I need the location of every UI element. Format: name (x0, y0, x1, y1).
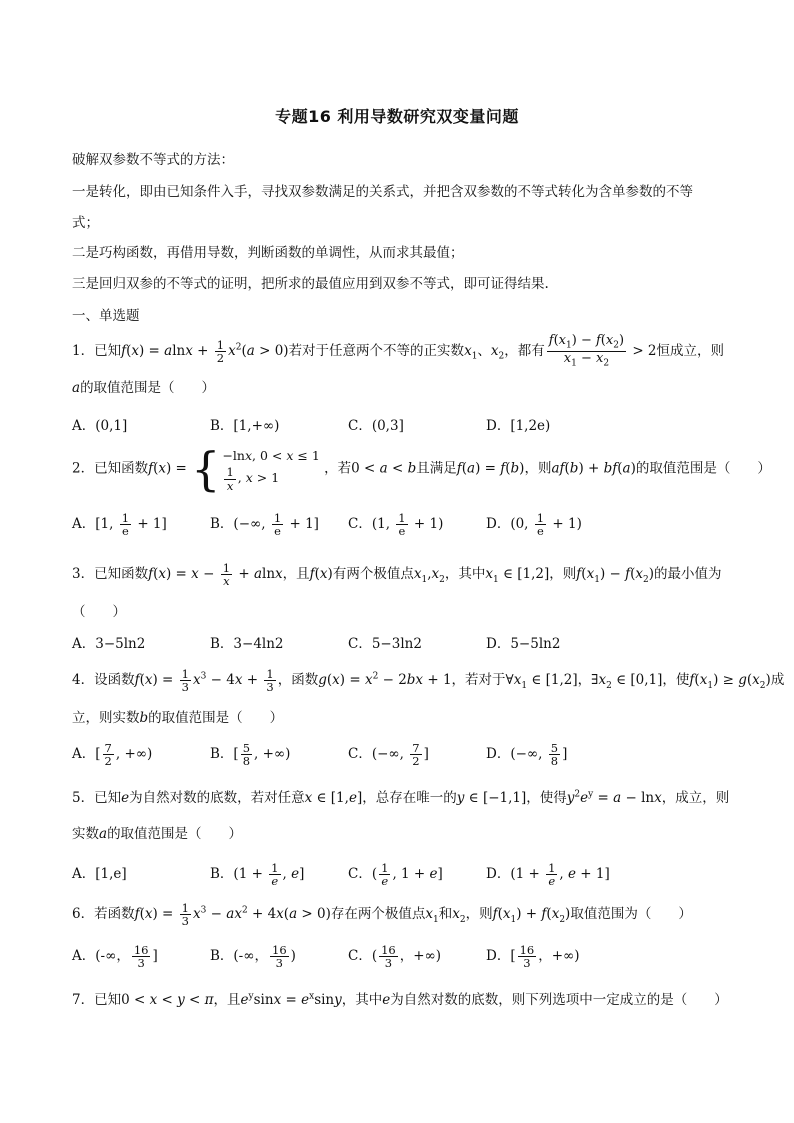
q1-option-d[interactable]: D．[1,2e) (486, 418, 551, 434)
intro-heading: 破解双参数不等式的方法： (72, 152, 234, 168)
q6-option-c[interactable]: C．( $\frac{16}{3}$ ，+∞) (348, 943, 442, 971)
intro-point-3: 三是回归双参的不等式的证明，把所求的最值应用到双参不等式，即可证得结果. (72, 276, 549, 292)
q5-option-c[interactable]: C．( $\frac{1}{e}$ , 1 + e] (348, 861, 443, 889)
q3-option-a[interactable]: A．3−5ln2 (72, 636, 146, 652)
question-4-cont: 立，则实数b的取值范围是（ ） (72, 710, 284, 726)
question-1: 1．已知f(x) = alnx + $\frac{1}{2}$ $x^2(a > 0)$若对于任意两个不等的正实数$x_1$、$x_2$，都有 $\frac{f(x_1) - f(x_2)}{x_1 - x_2}$ > 2恒成立，则 (72, 333, 725, 369)
question-6: 6．若函数f(x) = $\frac{1}{3}$ $x^3 - ax^2 + 4x(a > 0)$存在两个极值点$x_1$和$x_2$，则$f(x_1) + f(x_2)$取值范围为（ ） (72, 901, 692, 929)
q2-option-c[interactable]: C．(1, $\frac{1}{e}$ + 1) (348, 511, 444, 539)
q4-option-d[interactable]: D．(−∞, $\frac{5}{8}$ ] (486, 741, 568, 769)
intro-point-2: 二是巧构函数，再借用导数，判断函数的单调性，从而求其最值； (72, 245, 464, 261)
q4-option-b[interactable]: B．[ $\frac{5}{8}$ , +∞) (210, 741, 291, 769)
question-4: 4．设函数f(x) = $\frac{1}{3}$ $x^3 - 4x$ + $\frac{1}{3}$ ，函数$g(x) = x^2 - 2bx + 1$，若对于$\forall x_1$ ∈ [1,2]，$\exists x_2$ ∈ [0,1]，使$f(x_1) \ge g(x_2)$成 (72, 667, 785, 695)
q4-option-c[interactable]: C．(−∞, $\frac{7}{2}$ ] (348, 741, 429, 769)
q6-option-d[interactable]: D．[ $\frac{16}{3}$ ，+∞) (486, 943, 580, 971)
q2-option-d[interactable]: D．(0, $\frac{1}{e}$ + 1) (486, 511, 582, 539)
question-7: 7．已知0 < x < y < π，且$e^y\sin x = e^x\sin y$，其中e为自然对数的底数，则下列选项中一定成立的是（ ） (72, 991, 728, 1008)
q3-option-c[interactable]: C．5−3ln2 (348, 636, 422, 652)
q1-option-c[interactable]: C．(0,3] (348, 418, 404, 434)
q6-option-b[interactable]: B．(-∞， $\frac{16}{3}$ ) (210, 943, 296, 971)
q4-option-a[interactable]: A．[ $\frac{7}{2}$ , +∞) (72, 741, 153, 769)
q5-option-a[interactable]: A．[1,e] (72, 866, 127, 882)
q1-option-a[interactable]: A．(0,1] (72, 418, 128, 434)
question-5-cont: 实数a的取值范围是（ ） (72, 826, 243, 842)
q2-option-a[interactable]: A．[1, $\frac{1}{e}$ + 1] (72, 511, 167, 539)
q5-option-d[interactable]: D．(1 + $\frac{1}{e}$ , e + 1] (486, 861, 610, 889)
q1-option-b[interactable]: B．[1,+∞) (210, 418, 280, 434)
q3-option-d[interactable]: D．5−5ln2 (486, 636, 561, 652)
intro-point-1-cont: 式； (72, 215, 99, 231)
q2-option-b[interactable]: B．(−∞, $\frac{1}{e}$ + 1] (210, 511, 319, 539)
question-3-cont: （ ） (72, 604, 126, 620)
section-heading: 一、单选题 (72, 308, 140, 324)
question-2: 2．已知函数f(x) = { −lnx, 0 < x ≤ 1 $\frac{1}{x}$ , x > 1 ，若0 < a < b且满足f(a) = f(b)，则af(b) + bf(a)的取值范围是（ ） (72, 442, 771, 496)
page-title: 专题16 利用导数研究双变量问题 (275, 107, 519, 126)
question-5: 5．已知e为自然对数的底数，若对任意x ∈ [1,e]，总存在唯一的y ∈ [−1,1]，使得$y^2e^y = a - \ln x$，成立，则 (72, 789, 730, 806)
question-1-cont: a的取值范围是（ ） (72, 380, 216, 396)
intro-point-1: 一是转化，即由已知条件入手，寻找双参数满足的关系式，并把含双参数的不等式转化为含单参数的不等 (72, 184, 693, 200)
q5-option-b[interactable]: B．(1 + $\frac{1}{e}$ , e] (210, 861, 305, 889)
q3-option-b[interactable]: B．3−4ln2 (210, 636, 284, 652)
question-3: 3．已知函数f(x) = x − $\frac{1}{x}$ + alnx，且f(x)有两个极值点$x_1,x_2$，其中$x_1$ ∈ [1,2]，则$f(x_1) - f(x_2)$的最小值为 (72, 561, 722, 589)
q6-option-a[interactable]: A．(-∞， $\frac{16}{3}$ ] (72, 943, 158, 971)
